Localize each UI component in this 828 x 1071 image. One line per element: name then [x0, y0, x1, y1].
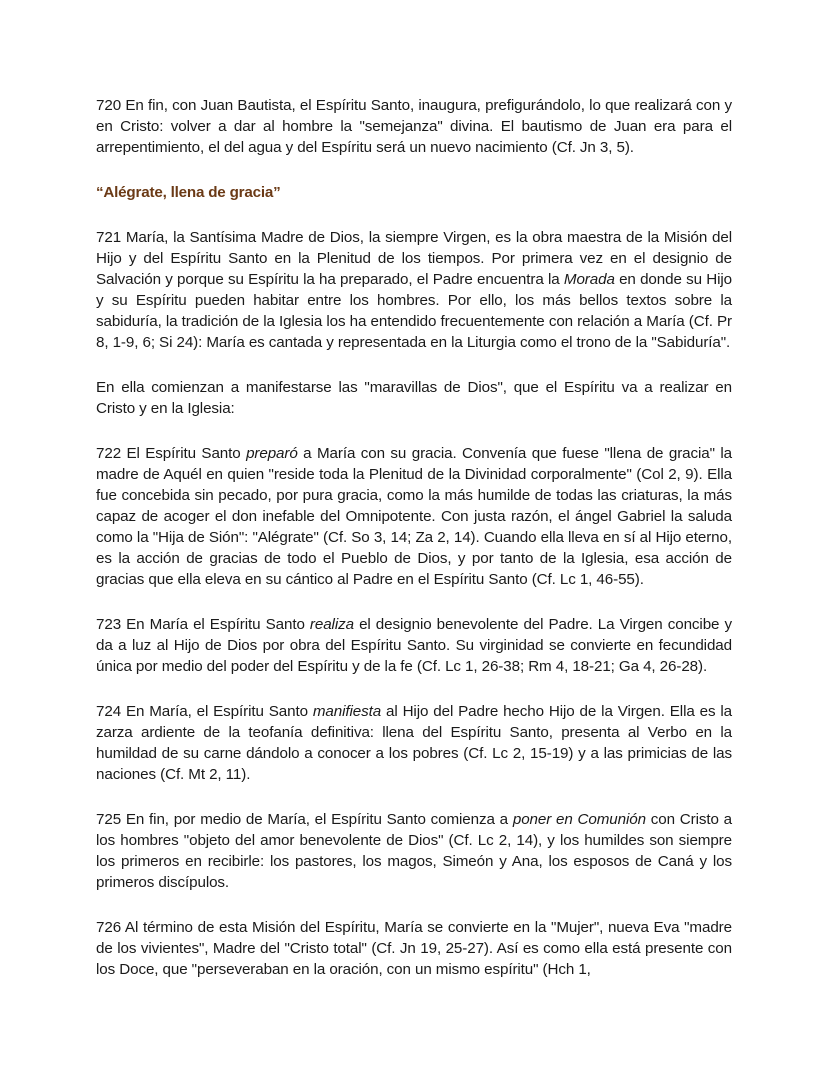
paragraph-text: 724 En María, el Espíritu Santo [96, 703, 313, 720]
paragraph-text: en donde su Hijo y su Espíritu pueden habitar entre los hombres. Por ello, los más bellos textos sobre la sabiduría, la tradición de la Iglesia los ha entendido frecuentemente con relación a María (Cf. Pr 8, 1-9, 6; Si 24): María es cantada y representada en la Liturgia como el trono de la "Sabiduría". [96, 271, 732, 351]
paragraph-725 [96, 809, 732, 893]
paragraph-726 [96, 917, 732, 980]
paragraph-721-continuation [96, 377, 732, 419]
paragraph-720 [96, 95, 732, 158]
italic-emphasis: poner en Comunión [512, 811, 646, 828]
paragraph-text: a María con su gracia. Convenía que fuese "llena de gracia" la madre de Aquél en quien "reside toda la Plenitud de la Divinidad corporalmente" (Col 2, 9). Ella fue concebida sin pecado, por pura gracia, como la más humilde de todas las criaturas, la más capaz de acoger el don inefable del Omnipotente. Con justa razón, el ángel Gabriel la saluda como la "Hija de Sión": "Alégrate" (Cf. So 3, 14; Za 2, 14). Cuando ella lleva en sí al Hijo eterno, es la acción de gracias de todo el Pueblo de Dios, y por tanto de la Iglesia, esa acción de gracias que ella eleva en su cántico al Padre en el Espíritu Santo (Cf. Lc 1, 46-55). [96, 445, 732, 588]
paragraph-722 [96, 443, 732, 590]
paragraph-text: al Hijo del Padre hecho Hijo de la Virgen. Ella es la zarza ardiente de la teofanía definitiva: llena del Espíritu Santo, presenta al Verbo en la humildad de su carne dándolo a conocer a los pobres (Cf. Lc 2, 15-19) y a las primicias de las naciones (Cf. Mt 2, 11). [96, 703, 732, 783]
paragraph-text: 723 En María el Espíritu Santo [96, 616, 310, 633]
paragraph-text: 726 Al término de esta Misión del Espíritu, María se convierte en la "Mujer", nueva Eva "madre de los vivientes", Madre del "Cristo total" (Cf. Jn 19, 25-27). Así es como ella está presente con los Doce, que "perseveraban en la oración, con un mismo espíritu" (Hch 1, [96, 919, 732, 978]
italic-emphasis: realiza [309, 616, 354, 633]
section-heading: “Alégrate, llena de gracia” [96, 184, 281, 201]
document-page [96, 95, 732, 1004]
italic-emphasis: Morada [563, 271, 615, 288]
paragraph-text: 725 En fin, por medio de María, el Espíritu Santo comienza a [96, 811, 513, 828]
paragraph-text: 720 En fin, con Juan Bautista, el Espíritu Santo, inaugura, prefigurándolo, lo que realizará con y en Cristo: volver a dar al hombre la "semejanza" divina. El bautismo de Juan era para el arrepentimiento, el del agua y del Espíritu será un nuevo nacimiento (Cf. Jn 3, 5). [96, 97, 732, 156]
paragraph-text: 722 El Espíritu Santo [96, 445, 247, 462]
paragraph-text: el designio benevolente del Padre. La Virgen concibe y da a luz al Hijo de Dios por obra del Espíritu Santo. Su virginidad se convierte en fecundidad única por medio del poder del Espíritu y de la fe (Cf. Lc 1, 26-38; Rm 4, 18-21; Ga 4, 26-28). [96, 616, 732, 675]
paragraph-724 [96, 701, 732, 785]
italic-emphasis: manifiesta [312, 703, 382, 720]
italic-emphasis: preparó [246, 445, 298, 462]
paragraph-text: En ella comienzan a manifestarse las "maravillas de Dios", que el Espíritu va a realizar en Cristo y en la Iglesia: [96, 379, 732, 417]
paragraph-723 [96, 614, 732, 677]
paragraph-text: con Cristo a los hombres "objeto del amor benevolente de Dios" (Cf. Lc 2, 14), y los humildes son siempre los primeros en recibirle: los pastores, los magos, Simeón y Ana, los esposos de Caná y los primeros discípulos. [96, 811, 733, 891]
paragraph-721 [96, 227, 732, 353]
paragraph-text: 721 María, la Santísima Madre de Dios, la siempre Virgen, es la obra maestra de la Misión del Hijo y del Espíritu Santo en la Plenitud de los tiempos. Por primera vez en el designio de Salvación y porque su Espíritu la ha preparado, el Padre encuentra la [96, 229, 732, 288]
